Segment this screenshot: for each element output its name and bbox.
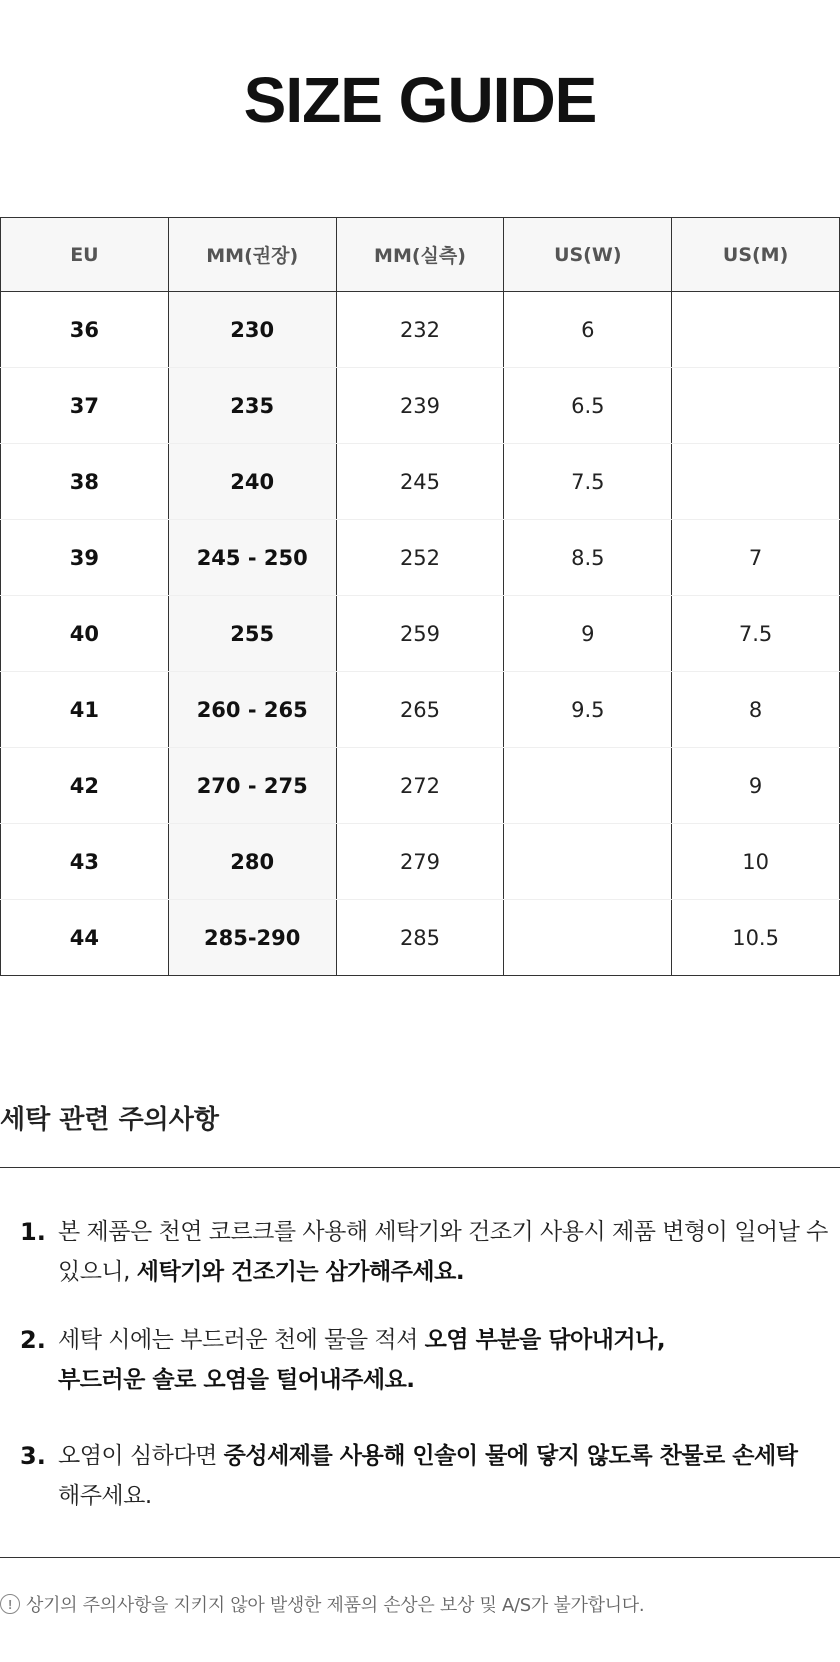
- cell-us-women: 7.5: [504, 444, 672, 520]
- cell-eu: 36: [1, 292, 169, 368]
- cell-us-women: [504, 748, 672, 824]
- cell-mm-recommended: 270 - 275: [168, 748, 336, 824]
- cell-mm-recommended: 245 - 250: [168, 520, 336, 596]
- column-header-mm-recommended: MM(권장): [168, 218, 336, 292]
- table-header-row: [1, 218, 840, 292]
- cell-mm-measured: 245: [336, 444, 504, 520]
- cell-mm-measured: 259: [336, 596, 504, 672]
- cell-us-women: 6: [504, 292, 672, 368]
- cell-eu: 37: [1, 368, 169, 444]
- cell-eu: 43: [1, 824, 169, 900]
- column-header-eu: EU: [1, 218, 169, 292]
- care-item-text: 세탁 시에는 부드러운 천에 물을 적셔 오염 부분을 닦아내거나, 부드러운 솔로 오염을 털어내주세요.: [58, 1327, 666, 1393]
- cell-eu: 42: [1, 748, 169, 824]
- exclamation-circle-icon: !: [0, 1594, 20, 1614]
- cell-mm-measured: 265: [336, 672, 504, 748]
- cell-us-men: [672, 292, 840, 368]
- cell-mm-measured: 232: [336, 292, 504, 368]
- cell-eu: 40: [1, 596, 169, 672]
- table-row: [1, 748, 840, 824]
- cell-us-men: 10: [672, 824, 840, 900]
- cell-eu: 41: [1, 672, 169, 748]
- cell-mm-recommended: 260 - 265: [168, 672, 336, 748]
- care-item-text: 오염이 심하다면 중성세제를 사용해 인솔이 물에 닿지 않도록 찬물로 손세탁 해주세요.: [58, 1443, 798, 1509]
- column-header-us-men: US(M): [672, 218, 840, 292]
- cell-us-men: 8: [672, 672, 840, 748]
- cell-eu: 38: [1, 444, 169, 520]
- cell-us-women: 8.5: [504, 520, 672, 596]
- cell-us-women: [504, 824, 672, 900]
- cell-us-women: 6.5: [504, 368, 672, 444]
- cell-mm-measured: 285: [336, 900, 504, 976]
- notice: [0, 1592, 644, 1616]
- section-divider: [0, 1557, 840, 1558]
- care-item-number: 1.: [20, 1218, 46, 1246]
- cell-mm-recommended: 280: [168, 824, 336, 900]
- cell-us-women: 9.5: [504, 672, 672, 748]
- cell-mm-recommended: 235: [168, 368, 336, 444]
- table-row: [1, 900, 840, 976]
- table-row: [1, 520, 840, 596]
- cell-us-men: 10.5: [732, 925, 779, 950]
- cell-mm-measured: 272: [336, 748, 504, 824]
- cell-us-men: [672, 368, 840, 444]
- care-item-number: 3.: [20, 1442, 46, 1470]
- cell-us-women: [504, 900, 672, 976]
- column-header-mm-measured: MM(실측): [336, 218, 504, 292]
- care-section-title: 세탁 관련 주의사항: [0, 1105, 220, 1135]
- cell-us-men: [672, 444, 840, 520]
- cell-eu: 39: [1, 520, 169, 596]
- cell-us-men: 7.5: [672, 596, 840, 672]
- cell-eu: 44: [1, 900, 169, 976]
- table-row: [1, 824, 840, 900]
- care-item-text: 본 제품은 천연 코르크를 사용해 세탁기와 건조기 사용시 제품 변형이 일어날 수 있으니, 세탁기와 건조기는 삼가해주세요.: [58, 1219, 828, 1285]
- table-row: [1, 444, 840, 520]
- cell-mm-recommended: 255: [168, 596, 336, 672]
- cell-us-men: 7: [672, 520, 840, 596]
- column-header-us-women: US(W): [504, 218, 672, 292]
- table-row: [1, 292, 840, 368]
- cell-mm-recommended: 230: [168, 292, 336, 368]
- cell-us-men: 9: [672, 748, 840, 824]
- cell-mm-recommended: 240: [168, 444, 336, 520]
- cell-mm-measured: 279: [336, 824, 504, 900]
- section-divider: [0, 1167, 840, 1168]
- page-title: SIZE GUIDE: [243, 64, 597, 136]
- notice-text: 상기의 주의사항을 지키지 않아 발생한 제품의 손상은 보상 및 A/S가 불가합니다.: [26, 1595, 645, 1616]
- cell-mm-measured: 239: [336, 368, 504, 444]
- table-row: [1, 596, 840, 672]
- cell-mm-measured: 252: [336, 520, 504, 596]
- cell-us-women: 9: [504, 596, 672, 672]
- size-table: [0, 217, 840, 976]
- care-item-number: 2.: [20, 1326, 46, 1354]
- table-row: [1, 672, 840, 748]
- cell-mm-recommended: 285-290: [168, 900, 336, 976]
- table-row: [1, 368, 840, 444]
